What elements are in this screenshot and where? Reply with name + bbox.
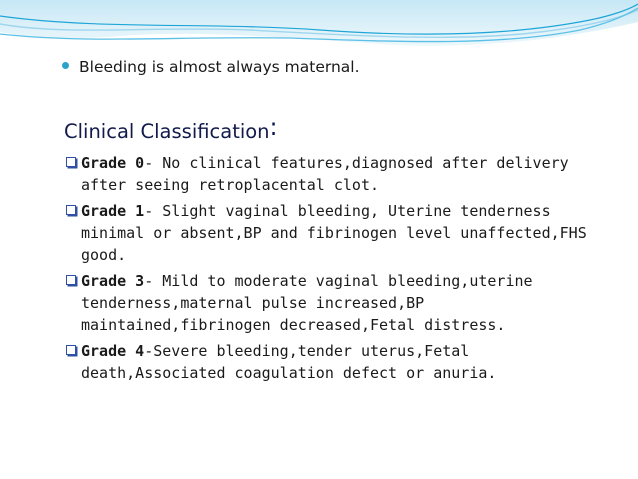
checkbox-bullet-icon [66,345,76,355]
grade-list [64,152,604,388]
grade-item-0 [64,152,604,196]
grade-description: -Severe bleeding,tender uterus,Fetal death,Associated coagulation defect or anuria. [81,342,497,382]
grade-label: Grade 4 [81,342,145,360]
intro-bullet [62,58,360,76]
grade-description: - Slight vaginal bleeding, Uterine tenderness minimal or absent,BP and fibrinogen level unaffected,FHS good. [81,202,587,264]
grade-item-3 [64,270,604,336]
intro-text: Bleeding is almost always maternal. [79,58,360,76]
heading-title: Clinical Classification [64,120,270,143]
section-heading [64,113,278,144]
bullet-dot-icon [62,62,69,69]
heading-colon: : [269,113,278,141]
grade-description: - No clinical features,diagnosed after delivery after seeing retroplacental clot. [81,154,569,194]
grade-label: Grade 3 [81,272,145,290]
decorative-wave-band [0,0,638,60]
checkbox-bullet-icon [66,205,76,215]
grade-label: Grade 0 [81,154,145,172]
checkbox-bullet-icon [66,275,76,285]
grade-label: Grade 1 [81,202,145,220]
grade-item-1 [64,200,604,266]
grade-description: - Mild to moderate vaginal bleeding,uterine tenderness,maternal pulse increased,BP maintained,fibrinogen decreased,Fetal distress. [81,272,533,334]
grade-item-4 [64,340,604,384]
checkbox-bullet-icon [66,157,76,167]
